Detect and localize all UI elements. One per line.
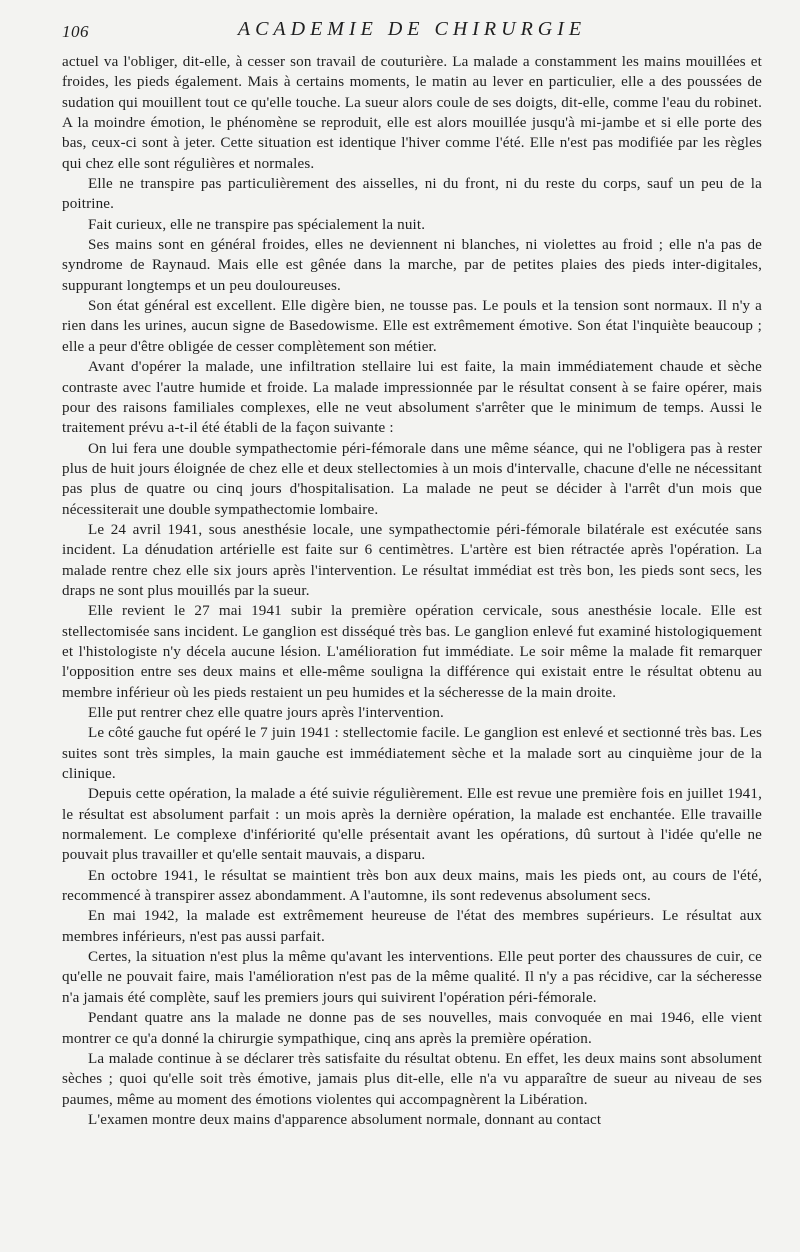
paragraph: En octobre 1941, le résultat se maintient très bon aux deux mains, mais les pieds ont, au cours de l'été, recommencé à transpirer assez abondamment. A l'automne, ils sont redevenus absolument secs.	[62, 867, 762, 905]
paragraph: Elle revient le 27 mai 1941 subir la première opération cervicale, sous anesthésie locale. Elle est stellectomisée sans incident. Le ganglion est disséqué très bas. Le ganglion enlevé fut examiné histologiquement et l'histologiste n'y décela aucune lésion. L'amélioration fut immédiate. Le soir même la malade fit remarquer l'opposition entre ses deux mains et elle-même souligna la différence qui existait entre le résultat obtenu au membre inférieur où les pieds restaient un peu humides et la sécheresse de la main droite.	[62, 603, 762, 701]
paragraph: Le 24 avril 1941, sous anesthésie locale, une sympathectomie péri-fémorale bilatérale est exécutée sans incident. La dénudation artérielle est faite sur 6 centimètres. L'artère est bien rétractée après l'opération. La malade rentre chez elle six jours après l'intervention. Le résultat immédiat est très bon, les pieds sont secs, les draps ne sont plus mouillés par la sueur.	[62, 521, 762, 599]
article-body	[62, 52, 762, 1130]
page-number: 106	[62, 22, 89, 41]
paragraph: Elle ne transpire pas particulièrement des aisselles, ni du front, ni du reste du corps, sauf un peu de la poitrine.	[62, 176, 762, 213]
paragraph: actuel va l'obliger, dit-elle, à cesser son travail de couturière. La malade a constamment les mains mouillées et froides, les pieds également. Mais à certains moments, le matin au lever en particulier, elle a des poussées de sudation qui mouillent tout ce qu'elle touche. La sueur alors coule de ses doigts, dit-elle, comme l'eau du robinet. A la moindre émotion, le phénomène se reproduit, elle est alors mouillée jusqu'à mi-jambe et si elle porte des bas, ceux-ci sont à jeter. Cette situation est identique l'hiver comme l'été. Elle n'est pas modifiée par les règles qui chez elle sont régulières et normales.	[62, 54, 762, 172]
paragraph: La malade continue à se déclarer très satisfaite du résultat obtenu. En effet, les deux mains sont absolument sèches ; quoi qu'elle soit très émotive, jamais plus dit-elle, elle n'a vu apparaître de sueur au niveau de ses paumes, même au moment des émotions violentes qui accompagnèrent la Libération.	[62, 1050, 762, 1108]
running-title: ACADEMIE DE CHIRURGIE	[237, 18, 587, 40]
paragraph: Avant d'opérer la malade, une infiltration stellaire lui est faite, la main immédiatement chaude et sèche contraste avec l'autre humide et froide. La malade impressionnée par le résultat consent à se faire opérer, mais pour des raisons familiales complexes, elle ne veut absolument s'arrêter que le minimum de temps. Aussi le traitement prévu a-t-il été établi de la façon suivante :	[62, 359, 762, 437]
paragraph: On lui fera une double sympathectomie péri-fémorale dans une même séance, qui ne l'obligera pas à rester plus de huit jours éloignée de chez elle et deux stellectomies à un mois d'intervalle, chacune d'elle ne nécessitant pas plus de quatre ou cinq jours d'hospitalisation. La malade ne peut se décider à l'arrêt d'un mois que nécessiterait une double sympathectomie lombaire.	[62, 440, 762, 518]
paragraph: Depuis cette opération, la malade a été suivie régulièrement. Elle est revue une première fois en juillet 1941, le résultat est absolument parfait : un mois après la dernière opération, la malade est enchantée. Elle travaille normalement. Le complexe d'infériorité qu'elle présentait avant les opérations, dû surtout à l'idée qu'elle ne pouvait plus travailler et qu'elle sentait mauvais, a disparu.	[62, 786, 762, 864]
paragraph: Pendant quatre ans la malade ne donne pas de ses nouvelles, mais convoquée en mai 1946, elle vient montrer ce qu'a donné la chirurgie sympathique, cinq ans après la première opération.	[62, 1010, 762, 1047]
paragraph: Fait curieux, elle ne transpire pas spécialement la nuit.	[88, 216, 426, 233]
paragraph: L'examen montre deux mains d'apparence absolument normale, donnant au contact	[88, 1111, 602, 1128]
paragraph: En mai 1942, la malade est extrêmement heureuse de l'état des membres supérieurs. Le résultat aux membres inférieurs, n'est pas aussi parfait.	[62, 908, 762, 945]
paragraph: Certes, la situation n'est plus la même qu'avant les interventions. Elle peut porter des chaussures de cuir, ce qu'elle ne pouvait faire, mais l'amélioration n'est pas de la même qualité. Il n'y a pas récidive, car la sécheresse n'a jamais été complète, sauf les premiers jours qui suivirent l'opération péri-fémorale.	[62, 949, 762, 1006]
paragraph: Son état général est excellent. Elle digère bien, ne tousse pas. Le pouls et la tension sont normaux. Il n'y a rien dans les urines, aucun signe de Basedowisme. Elle est extrêmement émotive. Son état l'inquiète beaucoup ; elle a peur d'être obligée de cesser complètement son métier.	[62, 298, 762, 355]
paragraph: Elle put rentrer chez elle quatre jours après l'intervention.	[88, 705, 444, 721]
paragraph: Ses mains sont en général froides, elles ne deviennent ni blanches, ni violettes au froid ; elle n'a pas de syndrome de Raynaud. Mais elle est gênée dans la marche, par de petites plaies des pieds inter-digitales, suppurant longtemps et un peu douloureuses.	[62, 237, 762, 294]
page-header	[62, 18, 762, 52]
paragraph: Le côté gauche fut opéré le 7 juin 1941 : stellectomie facile. Le ganglion est enlevé et sectionné très bas. Les suites sont très simples, la main gauche est immédiatement sèche et la malade sort au cinquième jour de la clinique.	[62, 725, 762, 783]
